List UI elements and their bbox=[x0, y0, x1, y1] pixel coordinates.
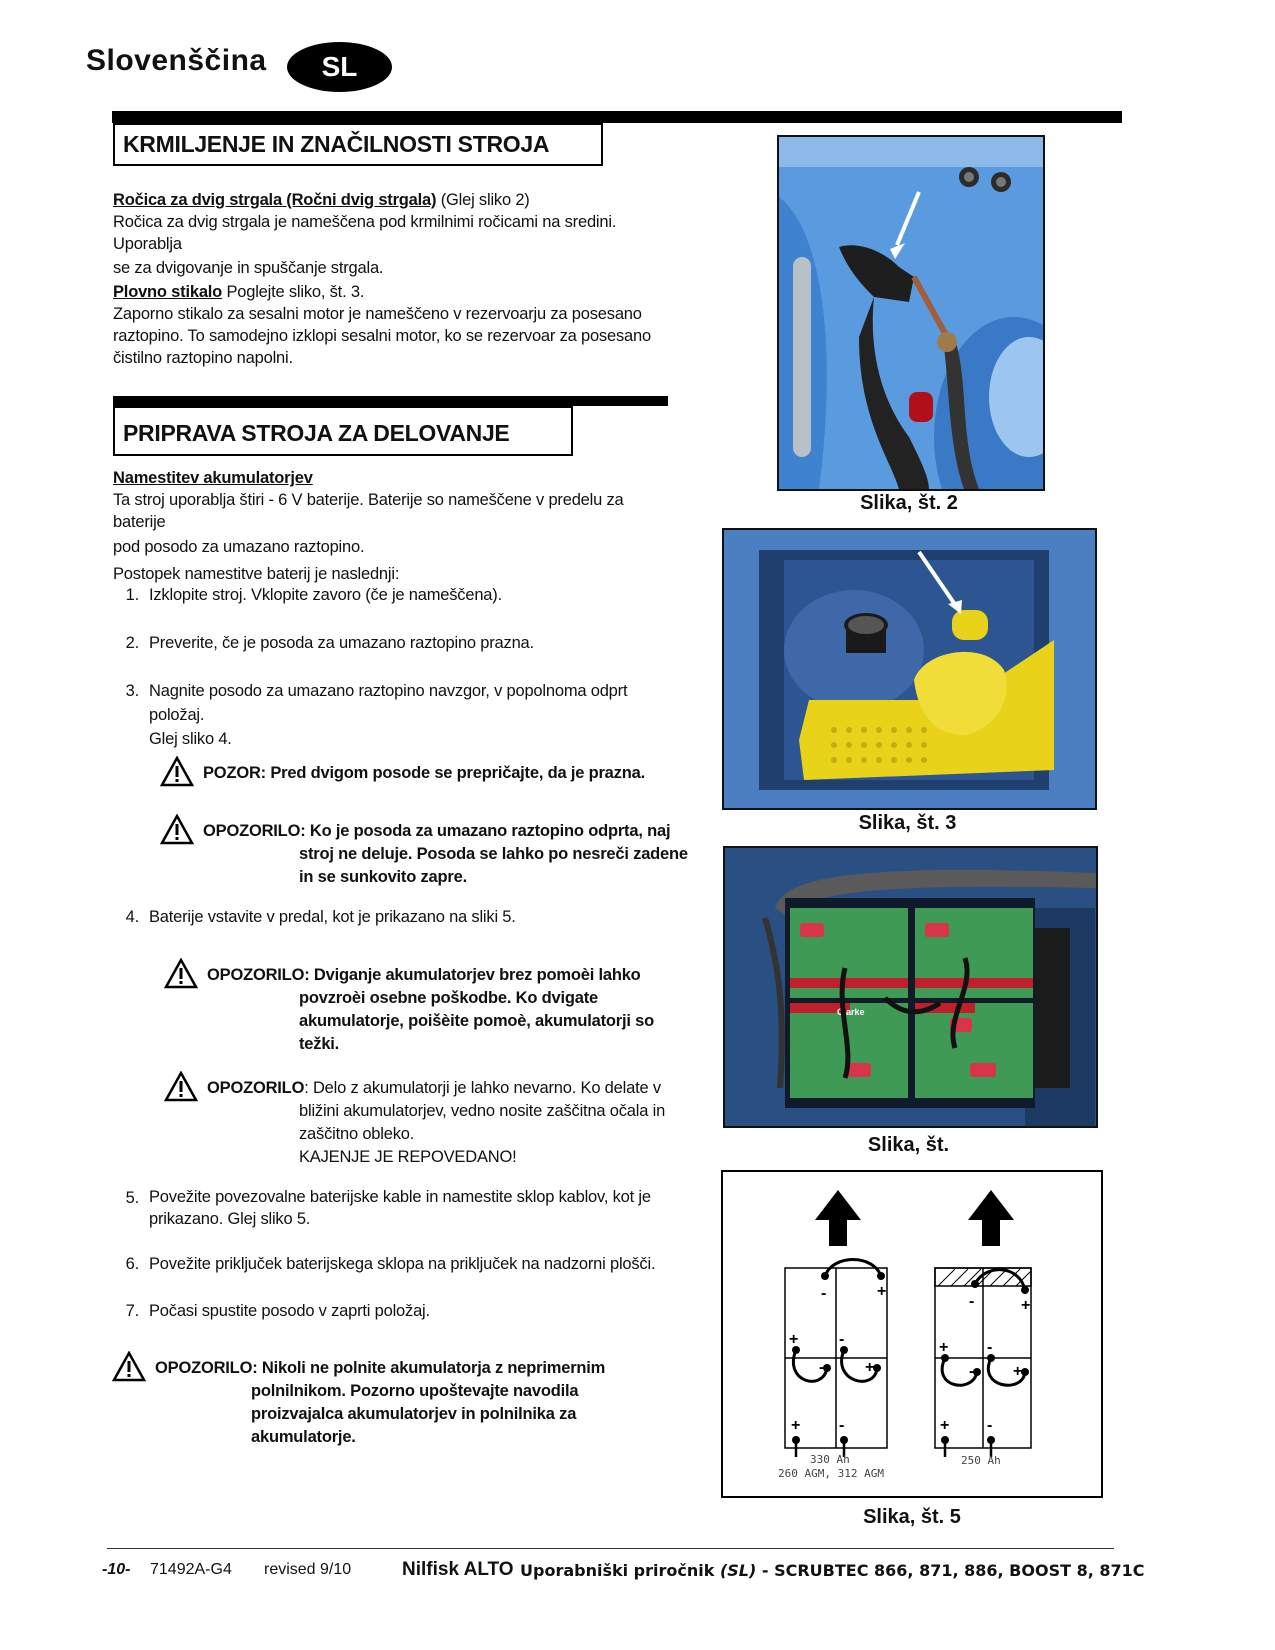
warning-line4: težki. bbox=[299, 1035, 340, 1053]
section2-rule bbox=[113, 396, 668, 406]
list-item-step-4 bbox=[115, 905, 695, 929]
step-text: Preverite, če je posoda za umazano raztopino prazna. bbox=[149, 634, 534, 652]
page-number: -10- bbox=[102, 1561, 131, 1578]
warning-label: OPOZORILO: bbox=[155, 1359, 258, 1377]
svg-text:+: + bbox=[1013, 1363, 1023, 1380]
warning-line3: zaščitno obleko. bbox=[299, 1125, 415, 1143]
svg-text:+: + bbox=[1021, 1297, 1031, 1314]
up-arrow-icon bbox=[968, 1190, 1014, 1246]
svg-text:+: + bbox=[940, 1417, 950, 1434]
svg-text:+: + bbox=[877, 1283, 887, 1300]
caution-text: Pred dvigom posode se prepričajte, da je prazna. bbox=[265, 764, 645, 782]
battery-install-line2: pod posodo za umazano raztopino. bbox=[113, 538, 365, 556]
figure-5-caption: Slika, št. 5 bbox=[863, 1506, 961, 1528]
battery-install-paragraph bbox=[113, 467, 673, 558]
language-title: Slovenščina bbox=[86, 44, 267, 77]
footer-rule bbox=[107, 1548, 1114, 1549]
warning-triangle-icon bbox=[160, 756, 194, 788]
svg-text:-: - bbox=[969, 1293, 975, 1310]
scraper-lever-line1: Ročica za dvig strgala je nameščena pod krmilnimi ročicami na sredini. Uporablja bbox=[113, 213, 617, 253]
float-switch-line1: Zaporno stikalo za sesalni motor je nameščeno v rezervoarju za posesano bbox=[113, 305, 642, 323]
svg-text:-: - bbox=[839, 1331, 845, 1348]
step-text-line2: prikazano. Glej sliko 5. bbox=[149, 1210, 311, 1228]
warning-line4: KAJENJE JE REPOVEDANO! bbox=[299, 1148, 517, 1166]
step-text bbox=[149, 1186, 669, 1230]
step-text bbox=[149, 679, 669, 751]
procedure-intro: Postopek namestitve baterij je naslednji: bbox=[113, 565, 400, 583]
caution-label: POZOR: bbox=[203, 764, 266, 782]
warning-line2: polnilnikom. Pozorno upoštevajte navodila bbox=[251, 1382, 579, 1400]
step-number: 1. bbox=[125, 586, 139, 604]
caution-empty-tank bbox=[160, 762, 680, 788]
float-switch-paragraph bbox=[113, 281, 673, 369]
figure-5-diagram bbox=[721, 1170, 1103, 1498]
svg-text:-: - bbox=[821, 1285, 827, 1302]
document-code: 71492A-G4 bbox=[150, 1561, 232, 1578]
battery-wiring-diagram bbox=[723, 1172, 1101, 1496]
brand-name: Nilfisk ALTO bbox=[402, 1559, 514, 1580]
warning-label: OPOZORILO bbox=[207, 1079, 305, 1097]
scraper-lever-line2: se za dvigovanje in spuščanje strgala. bbox=[113, 259, 384, 277]
warning-triangle-icon bbox=[164, 958, 198, 990]
figure-4-photo bbox=[723, 846, 1098, 1128]
battery-brand-label: Clarke bbox=[837, 1007, 865, 1017]
warning-line4: akumulatorje. bbox=[251, 1428, 356, 1446]
battery-cell bbox=[915, 908, 1033, 998]
battery-install-heading: Namestitev akumulatorjev bbox=[113, 469, 313, 487]
step-number: 6. bbox=[125, 1255, 139, 1273]
warning-label: OPOZORILO: bbox=[203, 822, 306, 840]
warning-line3: in se sunkovito zapre. bbox=[299, 868, 467, 886]
warning-line3: proizvajalca akumulatorjev in polnilnika za bbox=[251, 1405, 577, 1423]
list-item-step-5 bbox=[115, 1186, 695, 1234]
step-text: Povežite priključek baterijskega sklopa na priključek na nadzorni plošči. bbox=[149, 1255, 656, 1273]
list-item-step-1 bbox=[115, 583, 695, 607]
step-number: 2. bbox=[125, 634, 139, 652]
battery-cell bbox=[915, 1003, 1033, 1098]
warning-lifting-batteries bbox=[164, 964, 684, 1056]
capacity-label-330: 330 Ah bbox=[810, 1453, 850, 1466]
float-switch-illustration bbox=[724, 530, 1095, 808]
step-number: 4. bbox=[125, 908, 139, 926]
top-rule bbox=[112, 111, 1122, 123]
manual-models: - SCRUBTEC 866, 871, 886, BOOST 8, 871C bbox=[756, 1561, 1145, 1580]
language-badge: SL bbox=[287, 42, 392, 92]
figure-3-photo bbox=[722, 528, 1097, 810]
list-item-step-3 bbox=[115, 679, 695, 748]
step-text: Izklopite stroj. Vklopite zavoro (če je nameščena). bbox=[149, 586, 502, 604]
step-number: 7. bbox=[125, 1302, 139, 1320]
warning-triangle-icon bbox=[164, 1071, 198, 1103]
section-heading-controls: KRMILJENJE IN ZNAČILNOSTI STROJA bbox=[113, 123, 603, 166]
manual-title bbox=[520, 1561, 1145, 1580]
step-number: 3. bbox=[125, 682, 139, 700]
warning-line1: Dviganje akumulatorjev brez pomoèi lahko bbox=[309, 966, 641, 984]
list-item-step-6 bbox=[115, 1252, 695, 1276]
figure-3-caption: Slika, št. 3 bbox=[858, 812, 957, 834]
warning-tank-open bbox=[160, 820, 688, 892]
svg-text:+: + bbox=[865, 1359, 875, 1376]
battery-install-line1: Ta stroj uporablja štiri - 6 V baterije. Baterije so nameščene v predelu za baterije bbox=[113, 491, 624, 531]
warning-line3: akumulatorje, poišèite pomoè, akumulatorji so bbox=[299, 1012, 654, 1030]
warning-battery-work bbox=[164, 1077, 684, 1169]
up-arrow-icon bbox=[815, 1190, 861, 1246]
battery-cell bbox=[790, 908, 908, 998]
warning-line2: stroj ne deluje. Posoda se lahko po nesreči zadene bbox=[299, 845, 688, 863]
step-text-line2: Glej sliko 4. bbox=[149, 730, 232, 748]
scraper-lever-heading: Ročica za dvig strgala (Ročni dvig strgala) bbox=[113, 191, 437, 209]
svg-text:+: + bbox=[789, 1331, 799, 1348]
float-switch-line2: raztopino. To samodejno izklopi sesalni motor, ko se rezervoar za posesano bbox=[113, 327, 651, 345]
scraper-lever-ref: (Glej sliko 2) bbox=[436, 191, 530, 209]
step-text: Počasi spustite posodo v zaprti položaj. bbox=[149, 1302, 430, 1320]
list-item-step-7 bbox=[115, 1299, 695, 1323]
warning-line2: povzroèi osebne poškodbe. Ko dvigate bbox=[299, 989, 599, 1007]
warning-charger bbox=[112, 1357, 632, 1449]
revision: revised 9/10 bbox=[264, 1561, 352, 1578]
svg-text:-: - bbox=[987, 1339, 993, 1356]
svg-text:-: - bbox=[987, 1417, 993, 1434]
warning-triangle-icon bbox=[160, 814, 194, 846]
figure-4-caption: Slika, št. bbox=[867, 1134, 950, 1156]
step-text-line1: Nagnite posodo za umazano raztopino navzgor, v popolnoma odprt položaj. bbox=[149, 682, 628, 724]
svg-text:-: - bbox=[839, 1417, 845, 1434]
figure-2-photo bbox=[777, 135, 1045, 491]
svg-text:+: + bbox=[791, 1417, 801, 1434]
warning-label: OPOZORILO: bbox=[207, 966, 310, 984]
manual-name: Uporabniški priročnik bbox=[520, 1561, 715, 1580]
step-text: Baterije vstavite v predal, kot je prikazano na sliki 5. bbox=[149, 908, 516, 926]
capacity-label-250: 250 Ah bbox=[961, 1454, 1001, 1467]
svg-text:-: - bbox=[969, 1363, 975, 1380]
warning-line1: Nikoli ne polnite akumulatorja z neprimernim bbox=[257, 1359, 606, 1377]
scraper-lever-illustration bbox=[779, 137, 1043, 489]
float-switch-ref: Poglejte sliko, št. 3. bbox=[222, 283, 365, 301]
svg-text:+: + bbox=[939, 1339, 949, 1356]
manual-lang: (SL) bbox=[719, 1561, 757, 1580]
step-text-line1: Povežite povezovalne baterijske kable in namestite sklop kablov, kot je bbox=[149, 1188, 651, 1206]
float-switch-heading: Plovno stikalo bbox=[113, 283, 223, 301]
batteries-illustration bbox=[725, 848, 1096, 1126]
capacity-label-agm: 260 AGM, 312 AGM bbox=[778, 1467, 884, 1480]
figure-2-caption: Slika, št. 2 bbox=[860, 492, 958, 514]
step-number: 5. bbox=[125, 1189, 139, 1207]
scraper-lever-paragraph bbox=[113, 189, 673, 279]
warning-line1: : Delo z akumulatorji je lahko nevarno. Ko delate v bbox=[304, 1079, 661, 1097]
float-switch-line3: čistilno raztopino napolni. bbox=[113, 349, 293, 367]
list-item-step-2 bbox=[115, 631, 695, 655]
footer bbox=[102, 1559, 1145, 1585]
warning-triangle-icon bbox=[112, 1351, 146, 1383]
section-heading-preparation: PRIPRAVA STROJA ZA DELOVANJE bbox=[113, 406, 573, 456]
warning-line1: Ko je posoda za umazano raztopino odprta, naj bbox=[305, 822, 671, 840]
svg-text:-: - bbox=[819, 1359, 825, 1376]
warning-line2: bližini akumulatorjev, vedno nosite zaščitna očala in bbox=[299, 1102, 666, 1120]
